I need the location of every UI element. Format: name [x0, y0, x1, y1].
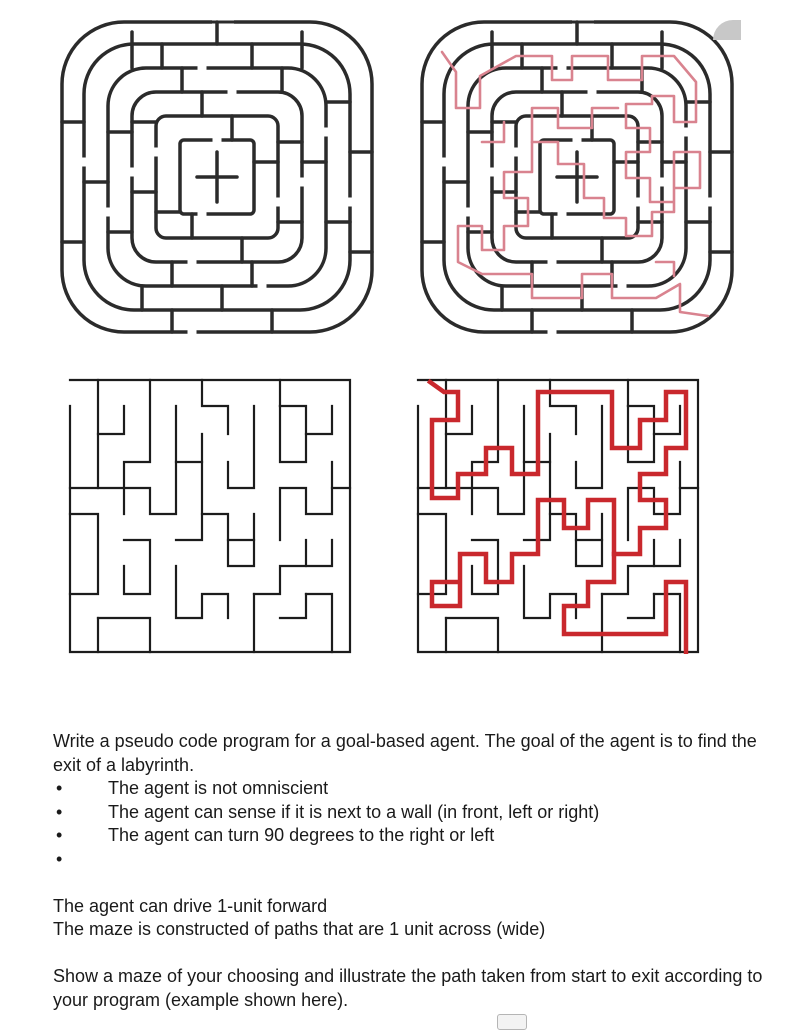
bullet-item [53, 848, 763, 872]
bullet-text: The agent can sense if it is next to a wall (in front, left or right) [108, 801, 600, 822]
drive-line: The agent can drive 1-unit forward [53, 895, 328, 916]
scroll-hint-button[interactable] [497, 1014, 527, 1030]
rounded-maze-unsolved [52, 12, 382, 342]
bullet-marker: • [56, 825, 63, 845]
spacer [53, 871, 763, 895]
bullet-marker: • [56, 848, 63, 869]
closing-paragraph: Show a maze of your choosing and illustrate the path taken from start to exit according to your program (example shown here). [53, 966, 763, 1010]
bullet-text: The agent can turn 90 degrees to the right or left [108, 825, 495, 845]
intro-paragraph: Write a pseudo code program for a goal-based agent. The goal of the agent is to find the exit of a labyrinth. [53, 731, 757, 775]
square-maze-solved [416, 378, 700, 654]
spacer [53, 942, 763, 966]
square-maze-unsolved [68, 378, 352, 654]
bullet-item [53, 801, 763, 825]
bullet-marker: • [56, 778, 63, 798]
square-solution-path [430, 382, 686, 606]
rounded-maze-solved [412, 12, 742, 342]
bullet-text: The agent is not omniscient [108, 778, 329, 798]
bullet-item [53, 824, 763, 848]
maze-width-line: The maze is constructed of paths that are 1 unit across (wide) [53, 919, 546, 939]
bullet-list [53, 777, 763, 871]
bullet-marker: • [56, 801, 63, 822]
bullet-item [53, 777, 763, 801]
question-text [53, 730, 763, 1012]
